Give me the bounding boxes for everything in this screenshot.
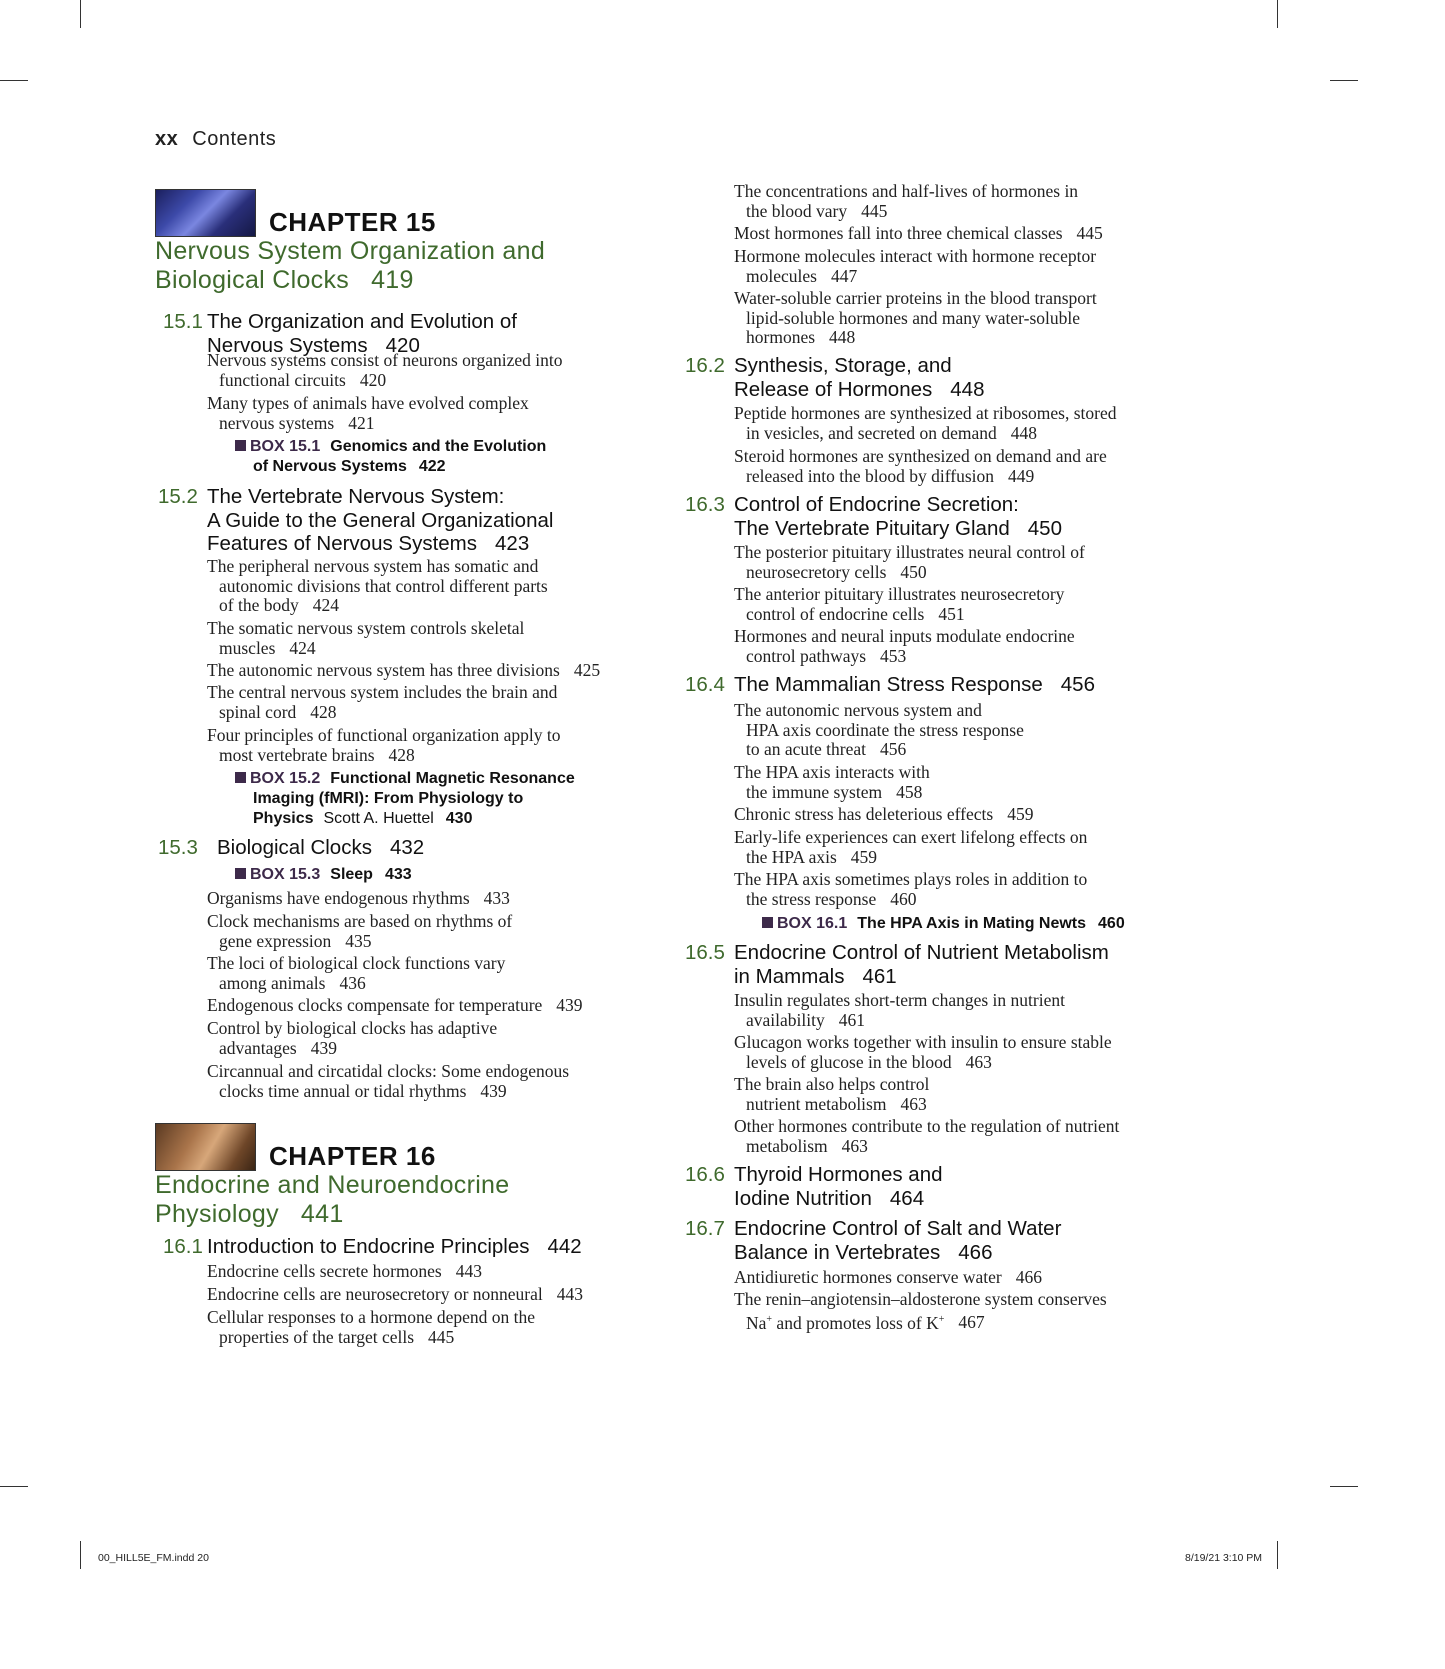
page-number: 441 (300, 1200, 344, 1228)
box-author: Scott A. Huettel (323, 810, 434, 827)
section-number: 16.1 (163, 1235, 203, 1258)
page-folio: xx (155, 128, 179, 150)
page-number: 419 (371, 266, 414, 294)
page-number: 442 (547, 1235, 582, 1258)
toc-entry[interactable]: Clock mechanisms are based on rhythms of gene expression 435 (207, 911, 513, 951)
section-number: 15.1 (163, 310, 203, 333)
toc-entry[interactable]: Nervous systems consist of neurons organized into functional circuits 420 (207, 350, 563, 390)
toc-entry[interactable]: The anterior pituitary illustrates neurosecretory control of endocrine cells 451 (734, 584, 1065, 624)
toc-entry[interactable]: Control by biological clocks has adaptive advantages 439 (207, 1018, 498, 1058)
toc-entry[interactable]: Steroid hormones are synthesized on demand and are released into the blood by diffusion 449 (734, 446, 1107, 486)
box-marker-icon (762, 917, 773, 928)
toc-entry[interactable]: The brain also helps control nutrient metabolism 463 (734, 1074, 930, 1114)
page-number: 423 (495, 532, 530, 555)
crop-mark (1330, 1486, 1358, 1487)
crop-mark (0, 1486, 28, 1487)
chapter-15-thumbnail (155, 189, 256, 237)
box-15-1[interactable]: BOX 15.1 Genomics and the Evolution of Nervous Systems 422 (235, 437, 733, 477)
toc-entry[interactable]: The posterior pituitary illustrates neural control of neurosecretory cells 450 (734, 542, 1085, 582)
crop-mark (1330, 80, 1358, 81)
toc-entry[interactable]: Four principles of functional organization apply to most vertebrate brains 428 (207, 725, 561, 765)
box-15-3[interactable]: BOX 15.3 Sleep 433 (235, 865, 733, 885)
toc-entry[interactable]: The peripheral nervous system has somatic and autonomic divisions that control different parts of the body 424 (207, 556, 548, 615)
crop-mark (1277, 1541, 1278, 1569)
toc-entry[interactable]: Other hormones contribute to the regulation of nutrient metabolism 463 (734, 1116, 1120, 1156)
section-number: 16.7 (685, 1217, 725, 1240)
page-number: 432 (389, 836, 425, 859)
toc-entry[interactable]: Hormone molecules interact with hormone receptor molecules 447 (734, 246, 1097, 286)
page-number: 456 (1060, 673, 1095, 696)
box-15-2[interactable]: BOX 15.2 Functional Magnetic Resonance Imaging (fMRI): From Physiology to Physics Scott A. Huettel 430 (235, 769, 733, 829)
toc-entry[interactable]: Organisms have endogenous rhythms 433 (207, 888, 510, 908)
toc-entry[interactable]: Chronic stress has deleterious effects 459 (734, 804, 1034, 824)
toc-entry[interactable]: The renin–angiotensin–aldosterone system conserves Na+ and promotes loss of K+ 467 (734, 1289, 1107, 1333)
page: xx Contents CHAPTER 15 Nervous System Organization and Biological Clocks 419 15.1 The Organization and Evolution of Nervous Systems 420 Nervous systems consist of neurons organized into functional circuits 420 Many types of animals have evolved complex nervous systems 421 BOX 15.1 Genomics and the Evolution of Nervous Systems 422 15.2 The Vertebrate Nervous System: A Guide to the General Organizational Features of Nervous Systems 423 The peripheral nervous system has somatic and autonomic divisions that control different parts of the body 424 The somatic nervous system controls skeletal muscles 424 The autonomic nervous system has three divisions 425 The central nervous system includes the brain and spinal cord 428 Four principles of functional organization apply to most vertebrate brains 428 BOX 15.2 Functional Magnetic Resonance Imaging (fMRI): From Physiology to Physics Scott A. Huettel 430 15.3 Biological Clocks 432 BOX 15.3 Sleep 433 Organisms have endogenous rhythms 433 Clock mechanisms are based on rhythms of gene expression 435 The loci of biological clock functions vary among animals 436 Endogenous clocks compensate for temperature 439 Control by biological clocks has adaptive advantages 439 Circannual and circatidal clocks: Some endogenous clocks time annual or tidal rhythms 439 CHAPTER 16 Endocrine and Neuroendocrine Physiology 441 16.1 Introduction to Endocrine Principles 442 Endocrine cells secrete hormones 443 Endocrine cells are neurosecretory or nonneural 443 Cellular responses to a hormone depend on the properties of the target cells 445 The concentrations and half-lives of hormones in the blood vary 445 Most hormones fall into three chemical classes 445 Hormone molecules interact with hormone receptor molecules 447 Water-soluble carrier proteins in the blood transport lipid-soluble hormones and many water-soluble hormones 448 16.2 Synthesis, Storage, and Release of Hormones 448 Peptide hormones are synthesized at ribosomes, stored in vesicles, and secreted on demand 448 Steroid hormones are synthesized on demand and are released into the blood by diffusion 449 16.3 Control of Endocrine Secretion: The Vertebrate Pituitary Gland 450 The posterior pituitary illustrates neural control of neurosecretory cells 450 The anterior pituitary illustrates neurosecretory control of endocrine cells 451 Hormones and neural inputs modulate endocrine control pathways 453 16.4 The Mammalian Stress Response 456 The autonomic nervous system and HPA axis coordinate the stress response to an acute threat 456 The HPA axis interacts with the immune system 458 Chronic stress has deleterious effects 459 Early-life experiences can exert lifelong effects on the HPA axis 459 The HPA axis sometimes plays roles in addition to the stress response 460 BOX 16.1 The HPA Axis in Mating Newts 460 16.5 Endocrine Control of Nutrient Metabolism in Mammals 461 Insulin regulates short-term changes in nutrient availability 461 Glucagon works together with insulin to ensure stable levels of glucose in the blood 463 The brain also helps control nutrient metabolism 463 Other hormones contribute to the regulation of nutrient metabolism 463 16.6 Thyroid Hormones and Iodine Nutrition 464 16.7 Endocrine Control of Salt and Water Balance in Vertebrates 466 Antidiuretic hormones conserve water 466 The renin–angiotensin–aldosterone system conserves Na+ and promotes loss of K+ 467 00_HILL5E_FM.indd 20 8/19/21 3:10 PM (0, 0, 1445, 1669)
chapter-label: CHAPTER 15 (269, 207, 436, 237)
section-number: 15.2 (158, 485, 198, 508)
toc-entry[interactable]: The autonomic nervous system and HPA axis coordinate the stress response to an acute threat 456 (734, 700, 1024, 759)
running-head (155, 128, 276, 151)
box-marker-icon (235, 772, 246, 783)
box-marker-icon (235, 440, 246, 451)
toc-entry[interactable]: Early-life experiences can exert lifelong effects on the HPA axis 459 (734, 827, 1088, 867)
chapter-16-thumbnail (155, 1123, 256, 1171)
toc-entry[interactable]: The central nervous system includes the brain and spinal cord 428 (207, 682, 558, 722)
section-number: 16.6 (685, 1163, 725, 1186)
toc-entry[interactable]: Water-soluble carrier proteins in the blood transport lipid-soluble hormones and many water-soluble hormones 448 (734, 288, 1097, 347)
chapter-label: CHAPTER 16 (269, 1141, 436, 1171)
toc-entry[interactable]: Peptide hormones are synthesized at ribosomes, stored in vesicles, and secreted on demand 448 (734, 403, 1117, 443)
page-number: 450 (1027, 516, 1062, 540)
toc-entry[interactable]: The somatic nervous system controls skeletal muscles 424 (207, 618, 525, 658)
crop-mark (80, 0, 81, 28)
chapter-title: Nervous System Organization and Biological Clocks 419 (155, 237, 546, 294)
toc-entry[interactable]: Hormones and neural inputs modulate endocrine control pathways 453 (734, 626, 1075, 666)
page-number: 466 (958, 1240, 993, 1264)
toc-entry[interactable]: The loci of biological clock functions vary among animals 436 (207, 953, 506, 993)
toc-entry[interactable]: Many types of animals have evolved complex nervous systems 421 (207, 393, 529, 433)
toc-entry[interactable]: Circannual and circatidal clocks: Some endogenous clocks time annual or tidal rhythms 439 (207, 1061, 570, 1101)
slug-date: 8/19/21 3:10 PM (1185, 1552, 1263, 1564)
section-number: 15.3 (158, 836, 198, 859)
toc-entry[interactable]: Most hormones fall into three chemical classes 445 (734, 223, 1103, 243)
toc-entry[interactable]: Insulin regulates short-term changes in nutrient availability 461 (734, 990, 1065, 1030)
toc-entry[interactable]: The HPA axis interacts with the immune system 458 (734, 762, 930, 802)
running-head-title: Contents (192, 128, 277, 150)
toc-entry[interactable]: The HPA axis sometimes plays roles in addition to the stress response 460 (734, 869, 1088, 909)
toc-entry[interactable]: Cellular responses to a hormone depend on the properties of the target cells 445 (207, 1307, 536, 1347)
crop-mark (1277, 0, 1278, 28)
toc-entry[interactable]: Glucagon works together with insulin to ensure stable levels of glucose in the blood 463 (734, 1032, 1112, 1072)
toc-entry[interactable]: Endocrine cells secrete hormones 443 (207, 1261, 482, 1281)
toc-entry[interactable]: The concentrations and half-lives of hormones in the blood vary 445 (734, 181, 1079, 221)
page-number: 448 (950, 377, 985, 401)
chapter-title: Endocrine and Neuroendocrine Physiology 441 (155, 1171, 510, 1228)
page-number: 420 (385, 333, 420, 357)
page-number: 461 (862, 964, 897, 988)
box-16-1[interactable]: BOX 16.1 The HPA Axis in Mating Newts 460 (762, 914, 1280, 934)
section-number: 16.4 (685, 673, 725, 696)
crop-mark (0, 80, 28, 81)
toc-entry[interactable]: Endocrine cells are neurosecretory or nonneural 443 (207, 1284, 583, 1304)
slug-filename: 00_HILL5E_FM.indd 20 (98, 1552, 209, 1564)
crop-mark (80, 1541, 81, 1569)
section-number: 16.2 (685, 354, 725, 377)
box-marker-icon (235, 868, 246, 879)
page-number: 464 (889, 1186, 925, 1210)
toc-entry[interactable]: The autonomic nervous system has three divisions 425 (207, 660, 601, 680)
section-number: 16.5 (685, 941, 725, 964)
toc-entry[interactable]: Endogenous clocks compensate for temperature 439 (207, 995, 583, 1015)
toc-entry[interactable]: Antidiuretic hormones conserve water 466 (734, 1267, 1043, 1287)
section-number: 16.3 (685, 493, 725, 516)
